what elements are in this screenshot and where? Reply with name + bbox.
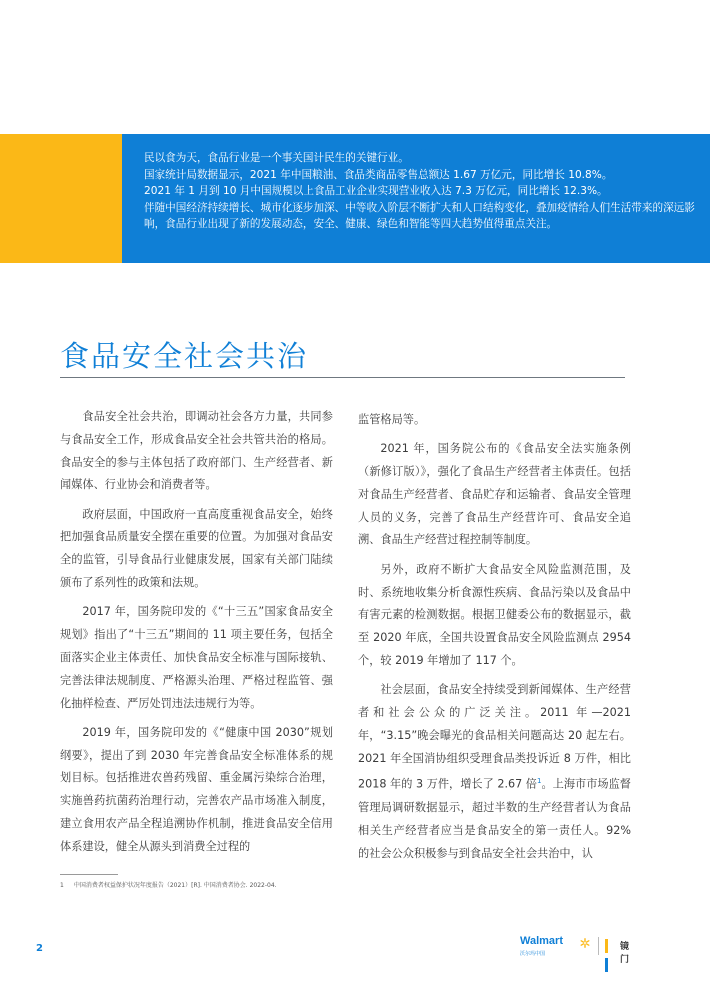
paragraph: 2019 年，国务院印发的《“健康中国 2030”规划纲要》，提出了到 2030 年完善食品安全标准体系的规划目标。包括推进农兽药残留、重金属污染综合治理，实施兽药抗菌药治理行动，完善农产品市场准入制度，建立食用农产品全程追溯协作机制，推进食品安全信用体系建设，健全从源头到消费全过程的 — [60, 725, 333, 853]
paragraph: 食品安全社会共治，即调动社会各方力量，共同参与食品安全工作，形成食品安全社会共管共治的格局。食品安全的参与主体包括了政府部门、生产经营者、新闻媒体、行业协会和消费者等。 — [60, 410, 333, 492]
paragraph: 2021 年，国务院公布的《食品安全法实施条例（新修订版）》，强化了食品生产经营者主体责任。包括对食品生产经营者、食品贮存和运输者、食品安全管理人员的义务，完善了食品生产经营许可、食品安全追溯、食品生产经营过程控制等制度。 — [358, 442, 631, 547]
footnote-ref[interactable]: 1 — [537, 777, 542, 786]
footnote-number: 1 — [60, 882, 64, 889]
intro-line: 2021 年 1 月到 10 月中国规模以上食品工业企业实现营业收入达 7.3 万亿元，同比增长 12.3%。 — [144, 185, 608, 198]
walmart-logo-subtitle: 沃尔玛中国 — [520, 951, 546, 957]
left-column — [60, 406, 333, 865]
paragraph-text: 社会层面，食品安全持续受到新闻媒体、生产经营者和社会公众的广泛关注。2011 年—2021 年，“3.15”晚会曝光的食品相关问题高达 20 起左右。2021 年全国消协组织受理食品类投诉近 8 万件，相比 2018 年的 3 万件，增长了 2.67 倍 — [358, 683, 631, 792]
section-title: 食品安全社会共治 — [60, 339, 309, 373]
accent-yellow-bar — [0, 134, 122, 263]
paragraph-continuation: 监管格局等。 — [358, 413, 426, 426]
intro-line: 民以食为天，食品行业是一个事关国计民生的关键行业。 — [144, 152, 409, 164]
intro-summary-box — [122, 134, 710, 263]
right-column — [358, 409, 631, 872]
paragraph — [358, 679, 631, 865]
footnote — [60, 880, 277, 889]
spark-icon — [580, 938, 590, 948]
paragraph-text: 。上海市市场监督管理局调研数据显示，超过半数的生产经营者认为食品相关生产经营者应当是食品安全的第一责任人。92% 的社会公众积极参与到食品安全社会共治中，认 — [358, 778, 631, 860]
paragraph: 政府层面，中国政府一直高度重视食品安全，始终把加强食品质量安全摆在重要的位置。为加强对食品安全的监管，引导食品行业健康发展，国家有关部门陆续颁布了系列性的政策和法规。 — [60, 507, 333, 590]
walmart-logo: Walmart — [520, 935, 563, 947]
title-divider — [60, 377, 625, 378]
paragraph: 另外，政府不断扩大食品安全风险监测范围，及时、系统地收集分析食源性疾病、食品污染以及食品中有害元素的检测数据。根据卫健委公布的数据显示，截至 2020 年底，全国共设置食品安全风险监测点 2954 个，较 2019 年增加了 117 个。 — [358, 562, 631, 667]
intro-line: 伴随中国经济持续增长、城市化逐步加深、中等收入阶层不断扩大和人口结构变化，叠加疫情给人们生活带来的深远影响，食品行业出现了新的发展动态，安全、健康、绿色和智能等四大趋势值得重点关注。 — [144, 201, 695, 231]
page-number: 2 — [36, 943, 43, 954]
intro-line: 国家统计局数据显示，2021 年中国粮油、食品类商品零售总额达 1.67 万亿元，同比增长 10.8%。 — [144, 168, 613, 181]
footnote-text: 中国消费者权益保护状况年度报告（2021）[R]. 中国消费者协会. 2022-04. — [73, 882, 277, 889]
logo-separator — [598, 937, 599, 955]
partner-logo: 镜门 — [620, 942, 630, 965]
paragraph: 2017 年，国务院印发的《“十三五”国家食品安全规划》指出了“十三五”期间的 11 项主要任务，包括全面落实企业主体责任、加快食品安全标准与国际接轨、完善法律法规制度、严格源头治理、严格过程监管、强化抽样检查、严厉处罚违法违规行为等。 — [60, 605, 333, 710]
partner-logo-mark-icon — [605, 938, 610, 976]
footnote-divider — [60, 874, 118, 875]
